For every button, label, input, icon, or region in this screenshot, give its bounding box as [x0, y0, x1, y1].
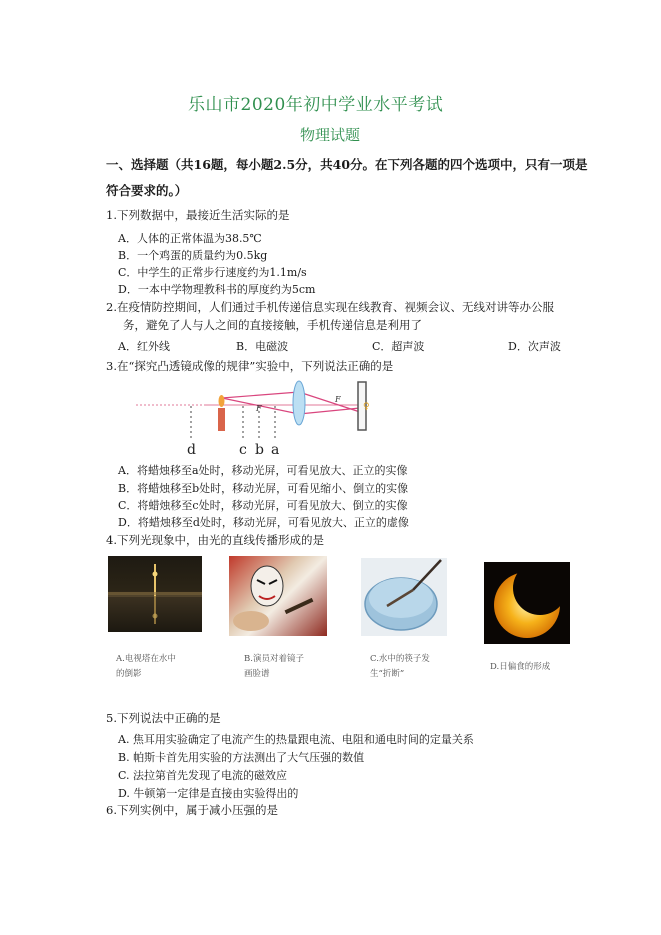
q5-option-d: D. 牛顿第一定律是直接由实验得出的 [118, 787, 299, 800]
q2-option-c: C．超声波 [372, 340, 425, 353]
q1-option-b: B．一个鸡蛋的质量约为0.5kg [118, 249, 268, 262]
focal-label-right: F [335, 395, 341, 404]
caption-b-line1: B.演员对着镜子 [244, 654, 304, 664]
q1-stem: 1.下列数据中，最接近生活实际的是 [106, 208, 290, 222]
lens-experiment-figure [136, 378, 386, 458]
caption-b-line2: 画脸谱 [244, 669, 270, 679]
caption-d [490, 660, 580, 675]
q5-stem: 5.下列说法中正确的是 [106, 711, 221, 725]
focal-label-left: F [256, 404, 262, 413]
caption-c [370, 652, 460, 682]
caption-a-line1: A.电视塔在水中 [116, 654, 176, 664]
caption-b [244, 652, 334, 682]
q2-option-b: B．电磁波 [236, 340, 289, 353]
position-label-a: a [271, 442, 280, 458]
section-header-line1: 一、选择题（共16题，每小题2.5分，共40分。在下列各题的四个选项中，只有一项是 [106, 157, 588, 172]
partial-solar-eclipse-image [484, 562, 570, 644]
q5-option-c: C. 法拉第首先发现了电流的磁效应 [118, 769, 288, 782]
caption-c-line1: C.水中的筷子发 [370, 654, 430, 664]
position-label-c: c [239, 442, 247, 458]
caption-c-line2: 生“折断” [370, 669, 405, 679]
position-label-b: b [255, 442, 264, 458]
q1-option-d: D．一本中学物理教科书的厚度约为5cm [118, 283, 316, 296]
q3-stem: 3.在“探究凸透镜成像的规律”实验中，下列说法正确的是 [106, 359, 394, 373]
q2-stem-line2: 务，避免了人与人之间的直接接触，手机传递信息是利用了 [123, 318, 422, 332]
q3-option-a: A．将蜡烛移至a处时，移动光屏，可看见放大、正立的实像 [118, 464, 408, 477]
caption-d-line1: D.日偏食的形成 [490, 662, 551, 672]
exam-subtitle: 物理试题 [300, 126, 361, 144]
q2-option-d: D．次声波 [508, 340, 561, 353]
position-label-d: d [187, 442, 196, 458]
q6-stem: 6.下列实例中，属于减小压强的是 [106, 803, 278, 817]
actor-mirror-image [229, 556, 327, 636]
q3-option-d: D．将蜡烛移至d处时，移动光屏，可看见放大、正立的虚像 [118, 516, 409, 529]
q2-option-a: A．红外线 [118, 340, 170, 353]
chopstick-in-water-image [361, 558, 447, 636]
q1-option-a: A．人体的正常体温为38.5℃ [118, 232, 262, 245]
q3-option-c: C．将蜡烛移至c处时，移动光屏，可看见放大、倒立的实像 [118, 499, 408, 512]
q5-option-a: A. 焦耳用实验确定了电流产生的热量跟电流、电阻和通电时间的定量关系 [118, 733, 474, 746]
exam-title: 乐山市2020年初中学业水平考试 [188, 95, 444, 115]
q2-stem-line1: 2.在疫情防控期间，人们通过手机传递信息实现在线教育、视频会议、无线对讲等办公服 [106, 300, 554, 314]
caption-a [116, 652, 206, 682]
section-header-line2: 符合要求的。） [106, 183, 188, 198]
svg-text:♀: ♀ [363, 402, 370, 412]
q1-option-c: C．中学生的正常步行速度约为1.1m/s [118, 266, 307, 279]
q4-stem: 4.下列光现象中，由光的直线传播形成的是 [106, 533, 324, 547]
q3-option-b: B．将蜡烛移至b处时，移动光屏，可看见缩小、倒立的实像 [118, 482, 409, 495]
tv-tower-reflection-image [108, 556, 202, 632]
q5-option-b: B. 帕斯卡首先用实验的方法测出了大气压强的数值 [118, 751, 365, 764]
caption-a-line2: 的倒影 [116, 669, 142, 679]
